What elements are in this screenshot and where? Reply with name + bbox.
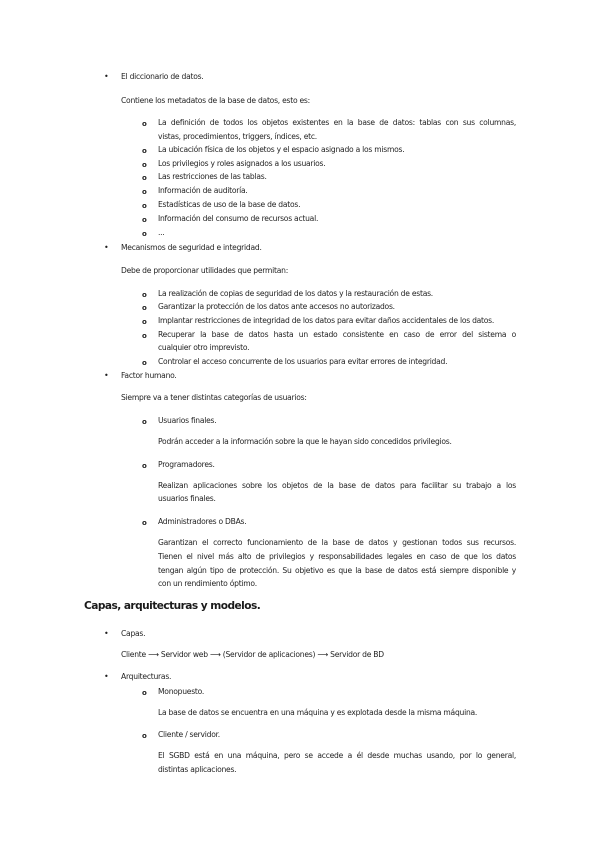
user-category-desc: tengan algún tipo de protección. Su objetivo es que la base de datos está siempre disponible y — [158, 566, 516, 575]
layers-flow: Cliente ⟶ Servidor web ⟶ (Servidor de aplicaciones) ⟶ Servidor de BD — [121, 650, 384, 659]
sub-bullet: o — [142, 462, 147, 470]
user-category-desc: usuarios finales. — [158, 494, 216, 503]
sub-bullet: o — [142, 689, 147, 697]
list-item: ... — [158, 228, 165, 237]
section-intro: Siempre va a tener distintas categorías de usuarios: — [121, 393, 307, 402]
bullet: • — [104, 672, 109, 681]
section-heading: Capas, arquitecturas y modelos. — [84, 600, 261, 612]
sub-bullet: o — [142, 418, 147, 426]
sub-bullet: o — [142, 202, 147, 210]
bullet: • — [104, 243, 109, 252]
list-item: La definición de todos los objetos existentes en la base de datos: tablas con sus columnas, — [158, 118, 516, 127]
list-item-continuation: cualquier otro imprevisto. — [158, 343, 250, 352]
list-item: Información del consumo de recursos actual. — [158, 214, 319, 223]
bullet: • — [104, 371, 109, 380]
list-item: La realización de copias de seguridad de los datos y la restauración de estas. — [158, 289, 433, 298]
sub-bullet: o — [142, 359, 147, 367]
list-item: Información de auditoría. — [158, 186, 248, 195]
architecture-desc: distintas aplicaciones. — [158, 765, 237, 774]
sub-bullet: o — [142, 519, 147, 527]
user-category: Usuarios finales. — [158, 416, 217, 425]
list-item: Implantar restricciones de integridad de los datos para evitar daños accidentales de los datos. — [158, 316, 495, 325]
sub-bullet: o — [142, 216, 147, 224]
list-item: La ubicación física de los objetos y el espacio asignado a los mismos. — [158, 145, 405, 154]
architecture-desc: La base de datos se encuentra en una máquina y es explotada desde la misma máquina. — [158, 708, 478, 717]
user-category-desc: Garantizan el correcto funcionamiento de la base de datos y gestionan todos sus recursos. — [158, 538, 516, 547]
user-category-desc: Tienen el nivel más alto de privilegios y responsabilidades legales en caso de que los datos — [158, 552, 516, 561]
list-item: Recuperar la base de datos hasta un estado consistente en caso de error del sistema o — [158, 330, 516, 339]
list-item: Las restricciones de las tablas. — [158, 172, 267, 181]
section-title-diccionario: El diccionario de datos. — [121, 72, 204, 81]
list-item-continuation: vistas, procedimientos, triggers, índices, etc. — [158, 132, 317, 141]
sub-bullet: o — [142, 174, 147, 182]
architecture-desc: El SGBD está en una máquina, pero se accede a él desde muchas usando, por lo general, — [158, 751, 516, 760]
sub-bullet: o — [142, 230, 147, 238]
sub-bullet: o — [142, 120, 147, 128]
list-item: Los privilegios y roles asignados a los usuarios. — [158, 159, 326, 168]
architecture-type: Cliente / servidor. — [158, 730, 220, 739]
sub-bullet: o — [142, 732, 147, 740]
list-item: Controlar el acceso concurrente de los usuarios para evitar errores de integridad. — [158, 357, 448, 366]
section-title-seguridad: Mecanismos de seguridad e integridad. — [121, 243, 262, 252]
bullet: • — [104, 72, 109, 81]
user-category: Administradores o DBAs. — [158, 517, 247, 526]
sub-bullet: o — [142, 304, 147, 312]
user-category: Programadores. — [158, 460, 215, 469]
user-category-desc: Podrán acceder a la información sobre la que le hayan sido concedidos privilegios. — [158, 437, 452, 446]
list-item: Estadísticas de uso de la base de datos. — [158, 200, 301, 209]
architecture-type: Monopuesto. — [158, 687, 205, 696]
sub-bullet: o — [142, 318, 147, 326]
section-title-capas: Capas. — [121, 629, 146, 638]
section-intro: Debe de proporcionar utilidades que permitan: — [121, 266, 289, 275]
bullet: • — [104, 629, 109, 638]
sub-bullet: o — [142, 188, 147, 196]
sub-bullet: o — [142, 147, 147, 155]
user-category-desc: Realizan aplicaciones sobre los objetos de la base de datos para facilitar su trabajo a los — [158, 481, 516, 490]
section-intro: Contiene los metadatos de la base de datos, esto es: — [121, 96, 310, 105]
section-title-arquitecturas: Arquitecturas. — [121, 672, 172, 681]
user-category-desc: con un rendimiento óptimo. — [158, 579, 257, 588]
section-title-factor-humano: Factor humano. — [121, 371, 177, 380]
sub-bullet: o — [142, 291, 147, 299]
sub-bullet: o — [142, 161, 147, 169]
list-item: Garantizar la protección de los datos ante accesos no autorizados. — [158, 302, 395, 311]
sub-bullet: o — [142, 332, 147, 340]
